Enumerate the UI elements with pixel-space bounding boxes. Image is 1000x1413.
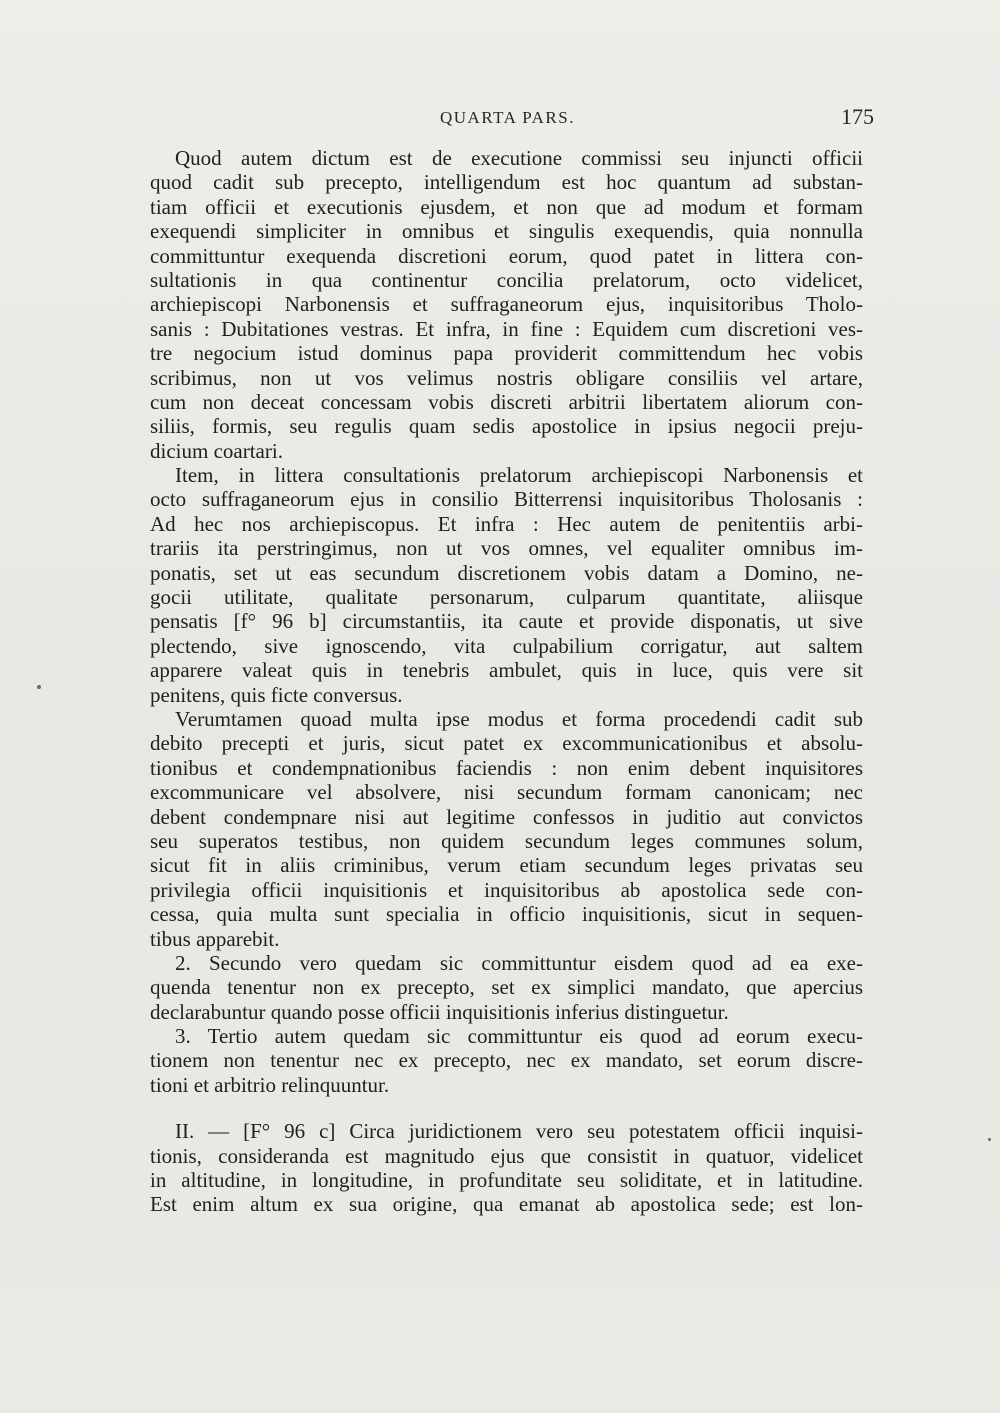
paragraph-4 [150, 951, 863, 1024]
text-line: quod cadit sub precepto, intelligendum est hoc quantum ad substan- [150, 170, 863, 195]
text-line: cum non deceat concessam vobis discreti arbitrii libertatem aliorum con- [150, 389, 863, 414]
text-line: trariis ita perstringimus, non ut vos omnes, vel equaliter omnibus im- [150, 536, 863, 561]
print-speck [988, 1138, 991, 1141]
text-line: tre negocium istud dominus papa providerit committendum hec vobis [150, 341, 863, 366]
text-line: scribimus, non ut vos velimus nostris obligare consiliis vel artare, [150, 365, 863, 390]
text-line: sultationis in qua continentur concilia prelatorum, octo videlicet, [150, 267, 863, 292]
text-line: privilegia officii inquisitionis et inquisitoribus ab apostolica sede con- [150, 877, 863, 902]
text-line: Item, in littera consultationis prelatorum archiepiscopi Narbonensis et [175, 463, 863, 488]
text-line: sanis : Dubitationes vestras. Et infra, in fine : Equidem cum discretioni ves- [150, 316, 863, 341]
print-speck [37, 685, 41, 689]
text-line: ponatis, set ut eas secundum discretionem vobis datam a Domino, ne- [150, 560, 863, 585]
text-line: exequendi simpliciter in omnibus et singulis exequendis, quia nonnulla [150, 219, 863, 244]
text-line: penitens, quis ficte conversus. [150, 682, 403, 707]
text-line: 2. Secundo vero quedam sic committuntur eisdem quod ad ea exe- [175, 950, 863, 975]
text-line: octo suffraganeorum ejus in consilio Bitterrensi inquisitoribus Tholosanis : [150, 487, 863, 512]
text-line: in altitudine, in longitudine, in profunditate seu soliditate, et in latitudine. [150, 1168, 863, 1193]
text-line: Ad hec nos archiepiscopus. Et infra : Hec autem de penitentiis arbi- [150, 511, 863, 536]
text-line: committuntur exequenda discretioni eorum, quod patet in littera con- [150, 243, 863, 268]
text-line: dicium coartari. [150, 438, 283, 463]
text-line: plectendo, sive ignoscendo, vita culpabilium corrigatur, aut saltem [150, 633, 863, 658]
paragraph-2 [150, 463, 863, 707]
text-line: quenda tenentur non ex precepto, set ex simplici mandato, que apercius [150, 975, 863, 1000]
text-line: 3. Tertio autem quedam sic committuntur eis quod ad eorum execu- [175, 1024, 863, 1049]
text-line: Verumtamen quoad multa ipse modus et forma procedendi cadit sub [175, 706, 863, 731]
text-line: tionibus et condempnationibus faciendis : non enim debent inquisitores [150, 755, 863, 780]
text-line: excommunicare vel absolvere, nisi secundum formam canonicam; nec [150, 780, 863, 805]
running-head [150, 104, 876, 134]
text-line: Est enim altum ex sua origine, qua emanat ab apostolica sede; est lon- [150, 1192, 863, 1217]
paragraph-3 [150, 707, 863, 951]
text-line: cessa, quia multa sunt specialia in officio inquisitionis, sicut in sequen- [150, 902, 863, 927]
text-line: seu superatos testibus, non quidem secundum leges communes solum, [150, 828, 863, 853]
text-line: declarabuntur quando posse officii inquisitionis inferius distinguetur. [150, 999, 729, 1024]
text-line: debito precepti et juris, sicut patet ex excommunicationibus et absolu- [150, 731, 863, 756]
text-line: gocii utilitate, qualitate personarum, culparum quantitate, aliisque [150, 585, 863, 610]
text-line: debent condempnare nisi aut legitime confessos in juditio aut convictos [150, 804, 863, 829]
running-title: QUARTA PARS. [440, 108, 575, 127]
section-gap [150, 1097, 863, 1119]
body-text [150, 146, 863, 1217]
paragraph-1 [150, 146, 863, 463]
text-line: tionis, consideranda est magnitudo ejus que consistit in quatuor, videlicet [150, 1143, 863, 1168]
text-line: Quod autem dictum est de executione commissi seu injuncti officii [175, 146, 863, 170]
text-line: apparere valeat quis in tenebris ambulet, quis in luce, quis vere sit [150, 658, 863, 683]
text-line: sicut fit in aliis criminibus, verum etiam secundum leges privatas seu [150, 853, 863, 878]
paragraph-6 [150, 1119, 863, 1217]
text-line: tibus apparebit. [150, 926, 280, 951]
text-line: siliis, formis, seu regulis quam sedis apostolice in ipsius negocii preju- [150, 414, 863, 439]
text-line: tioni et arbitrio relinquuntur. [150, 1072, 390, 1097]
text-line: II. — [F° 96 c] Circa juridictionem vero seu potestatem officii inquisi- [175, 1119, 863, 1144]
paragraph-5 [150, 1024, 863, 1097]
page-number: 175 [841, 104, 874, 129]
text-line: pensatis [f° 96 b] circumstantiis, ita caute et provide disponatis, ut sive [150, 609, 863, 634]
text-line: tionem non tenentur nec ex precepto, nec ex mandato, set eorum discre- [150, 1048, 863, 1073]
text-line: tiam officii et executionis ejusdem, et non que ad modum et formam [150, 194, 863, 219]
text-line: archiepiscopi Narbonensis et suffraganeorum ejus, inquisitoribus Tholo- [150, 292, 863, 317]
